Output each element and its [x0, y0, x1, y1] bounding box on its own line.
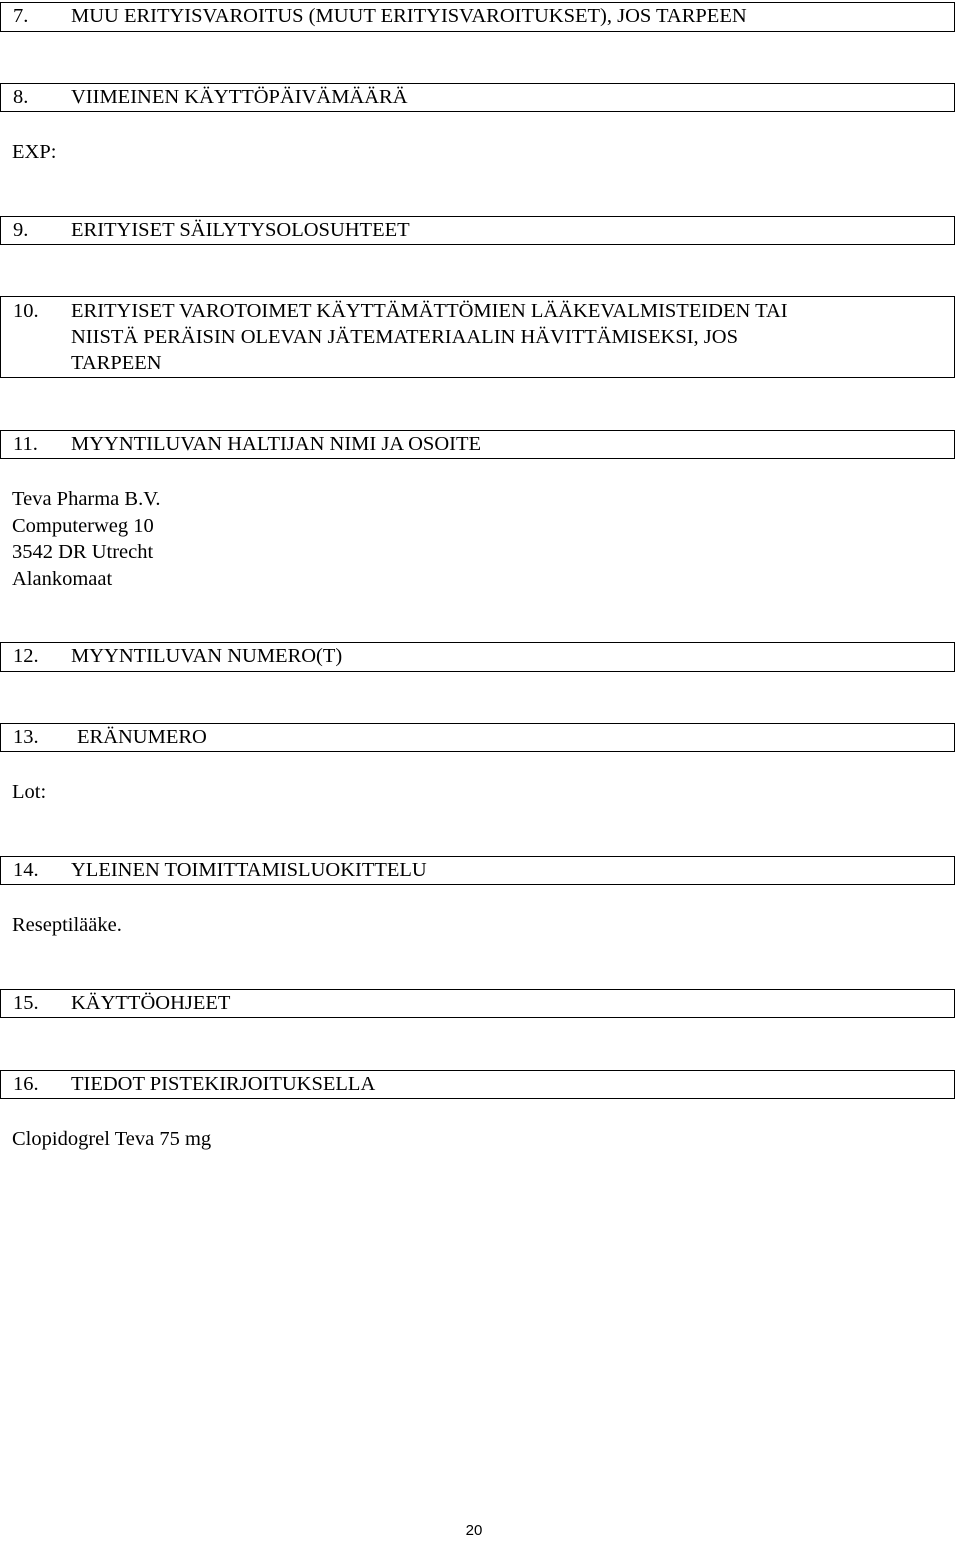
expiry-label: EXP: [12, 141, 57, 163]
section-title-line-2: NIISTÄ PERÄISIN OLEVAN JÄTEMATERIAALIN HÄVITTÄMISEKSI, JOS [71, 326, 738, 348]
section-number: 9. [13, 219, 29, 241]
section-title-line-3: TARPEEN [71, 352, 162, 374]
section-title: VIIMEINEN KÄYTTÖPÄIVÄMÄÄRÄ [71, 86, 408, 108]
section-number: 16. [13, 1073, 39, 1095]
section-7-header [0, 2, 955, 32]
holder-country: Alankomaat [12, 567, 113, 590]
section-16-header [0, 1070, 955, 1099]
section-11-header [0, 430, 955, 459]
section-title: MYYNTILUVAN NUMERO(T) [71, 645, 343, 667]
section-number: 8. [13, 86, 29, 108]
section-14-header [0, 856, 955, 885]
section-number: 12. [13, 645, 39, 667]
section-title: MUU ERITYISVAROITUS (MUUT ERITYISVAROITUKSET), JOS TARPEEN [71, 5, 747, 27]
section-title: ERÄNUMERO [77, 726, 207, 748]
section-10-header [0, 296, 955, 378]
section-title: KÄYTTÖOHJEET [71, 992, 231, 1014]
braille-text: Clopidogrel Teva 75 mg [12, 1128, 212, 1150]
section-number: 15. [13, 992, 39, 1014]
section-9-header [0, 216, 955, 245]
holder-street: Computerweg 10 [12, 514, 154, 537]
section-number: 10. [13, 300, 39, 322]
holder-name: Teva Pharma B.V. [12, 488, 161, 510]
lot-label: Lot: [12, 781, 47, 803]
page-number: 20 [465, 1522, 483, 1539]
section-number: 11. [13, 433, 38, 455]
prescription-status: Reseptilääke. [12, 914, 122, 936]
section-15-header [0, 989, 955, 1018]
section-13-header [0, 723, 955, 752]
section-title-line-1: ERITYISET VAROTOIMET KÄYTTÄMÄTTÖMIEN LÄÄKEVALMISTEIDEN TAI [71, 300, 788, 322]
section-12-header [0, 642, 955, 672]
section-number: 7. [13, 5, 29, 27]
section-title: ERITYISET SÄILYTYSOLOSUHTEET [71, 219, 410, 241]
section-8-header [0, 83, 955, 112]
section-number: 13. [13, 726, 39, 748]
section-title: YLEINEN TOIMITTAMISLUOKITTELU [71, 859, 427, 881]
section-number: 14. [13, 859, 39, 881]
section-title: MYYNTILUVAN HALTIJAN NIMI JA OSOITE [71, 433, 481, 455]
section-title: TIEDOT PISTEKIRJOITUKSELLA [71, 1073, 376, 1095]
holder-postcode-city: 3542 DR Utrecht [12, 541, 154, 563]
